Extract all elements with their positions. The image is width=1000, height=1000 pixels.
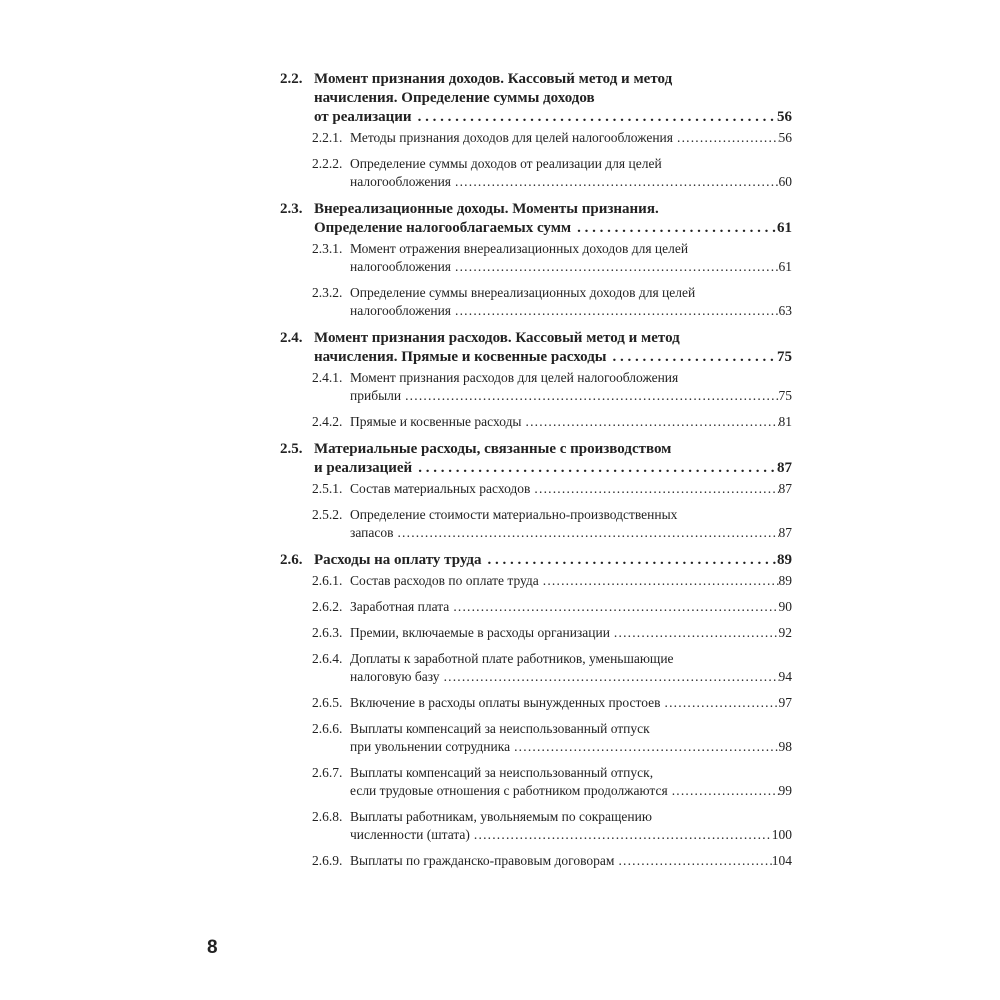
section-page-number: 75 bbox=[777, 349, 792, 365]
subsection-title-line: Момент признания расходов для целей налогообложения bbox=[350, 370, 679, 385]
section-number: 2.4. bbox=[280, 330, 303, 346]
subsection-title-line: Выплаты работникам, увольняемым по сокращению bbox=[350, 809, 652, 824]
subsection-title bbox=[350, 480, 792, 498]
subsection-title bbox=[350, 624, 792, 642]
section-title-line: начисления. Прямые и косвенные расходы bbox=[314, 349, 607, 365]
dot-leader bbox=[393, 524, 778, 542]
subsection-title-last-line bbox=[350, 572, 792, 590]
subsection-title-line: Выплаты компенсаций за неиспользованный отпуск bbox=[350, 721, 650, 736]
subsection-number: 2.6.7. bbox=[312, 765, 343, 780]
subsection-page-number: 61 bbox=[778, 259, 792, 274]
section-page-number: 61 bbox=[777, 220, 792, 236]
subsection-page-number: 92 bbox=[778, 625, 792, 640]
section-number: 2.6. bbox=[280, 552, 303, 568]
dot-leader bbox=[401, 387, 778, 405]
toc-section bbox=[280, 70, 792, 191]
subsection-number: 2.6.8. bbox=[312, 809, 343, 824]
subsection-page-number: 97 bbox=[778, 695, 792, 710]
subsection-title-line: Выплаты по гражданско-правовым договорам bbox=[350, 853, 615, 868]
subsection-title-line: Выплаты компенсаций за неиспользованный отпуск, bbox=[350, 765, 654, 780]
section-heading bbox=[280, 70, 792, 127]
subsection-title-last-line bbox=[350, 480, 792, 498]
section-title bbox=[314, 329, 792, 367]
toc-subsection bbox=[280, 764, 792, 800]
subsection-number: 2.5.2. bbox=[312, 507, 343, 522]
section-title-line: начисления. Определение суммы доходов bbox=[314, 90, 595, 106]
toc-subsection bbox=[280, 480, 792, 498]
subsection-page-number: 81 bbox=[778, 414, 792, 429]
subsection-page-number: 75 bbox=[778, 388, 792, 403]
subsection-title-last-line bbox=[350, 173, 792, 191]
subsection-title bbox=[350, 129, 792, 147]
subsection-title-last-line bbox=[350, 668, 792, 686]
subsection-title bbox=[350, 852, 792, 870]
subsection-title-last-line bbox=[350, 782, 792, 800]
section-title bbox=[314, 440, 792, 478]
dot-leader bbox=[440, 668, 779, 686]
subsection-title-line: Определение суммы доходов от реализации для целей bbox=[350, 156, 662, 171]
subsection-title bbox=[350, 506, 792, 542]
dot-leader bbox=[451, 258, 778, 276]
dot-leader bbox=[610, 624, 779, 642]
subsection-title-line: Определение суммы внереализационных доходов для целей bbox=[350, 285, 696, 300]
subsection-page-number: 89 bbox=[778, 573, 792, 588]
subsection-number: 2.2.2. bbox=[312, 156, 343, 171]
section-title bbox=[314, 551, 792, 570]
section-title-line: от реализации bbox=[314, 109, 412, 125]
subsection-number: 2.6.1. bbox=[312, 573, 343, 588]
dot-leader bbox=[510, 738, 778, 756]
toc-subsection bbox=[280, 650, 792, 686]
toc-subsection bbox=[280, 413, 792, 431]
section-title-line: Момент признания расходов. Кассовый метод и метод bbox=[314, 330, 680, 346]
subsection-title-line: Состав расходов по оплате труда bbox=[350, 573, 539, 588]
subsection-title bbox=[350, 808, 792, 844]
subsection-title-last-line bbox=[350, 387, 792, 405]
subsection-title bbox=[350, 240, 792, 276]
subsection-title-line: Прямые и косвенные расходы bbox=[350, 414, 522, 429]
toc-subsection bbox=[280, 852, 792, 870]
section-title-last-line bbox=[314, 459, 792, 478]
section-page-number: 89 bbox=[777, 552, 792, 568]
subsection-title-line: налоговую базу bbox=[350, 669, 440, 684]
subsection-title-last-line bbox=[350, 738, 792, 756]
subsection-number: 2.4.2. bbox=[312, 414, 343, 429]
subsection-title-line: Момент отражения внереализационных доходов для целей bbox=[350, 241, 689, 256]
subsection-page-number: 100 bbox=[771, 827, 792, 842]
toc-subsection bbox=[280, 572, 792, 590]
subsection-title bbox=[350, 694, 792, 712]
subsection-title bbox=[350, 572, 792, 590]
subsection-title bbox=[350, 720, 792, 756]
subsection-title-last-line bbox=[350, 598, 792, 616]
dot-leader bbox=[451, 173, 778, 191]
section-number: 2.3. bbox=[280, 201, 303, 217]
subsection-number: 2.6.3. bbox=[312, 625, 343, 640]
subsection-title-last-line bbox=[350, 826, 792, 844]
toc-subsection bbox=[280, 240, 792, 276]
subsection-number: 2.6.4. bbox=[312, 651, 343, 666]
section-title-line: Расходы на оплату труда bbox=[314, 552, 482, 568]
subsection-title-last-line bbox=[350, 129, 792, 147]
section-page-number: 87 bbox=[777, 460, 792, 476]
subsection-number: 2.6.6. bbox=[312, 721, 343, 736]
subsection-title-last-line bbox=[350, 413, 792, 431]
subsection-title-last-line bbox=[350, 302, 792, 320]
section-title bbox=[314, 70, 792, 127]
toc-subsection bbox=[280, 694, 792, 712]
section-title-last-line bbox=[314, 348, 792, 367]
toc-subsection bbox=[280, 720, 792, 756]
subsection-title-line: при увольнении сотрудника bbox=[350, 739, 511, 754]
section-number: 2.2. bbox=[280, 71, 303, 87]
subsection-title-line: Методы признания доходов для целей налогообложения bbox=[350, 130, 673, 145]
section-title-line: Материальные расходы, связанные с производством bbox=[314, 441, 672, 457]
dot-leader bbox=[412, 459, 777, 478]
toc-subsection bbox=[280, 506, 792, 542]
toc-section bbox=[280, 551, 792, 870]
subsection-title-line: Премии, включаемые в расходы организации bbox=[350, 625, 610, 640]
dot-leader bbox=[571, 219, 777, 238]
page-number: 8 bbox=[207, 937, 218, 958]
section-title-line: Определение налогооблагаемых сумм bbox=[314, 220, 572, 236]
dot-leader bbox=[482, 551, 778, 570]
subsection-title-line: Заработная плата bbox=[350, 599, 450, 614]
subsection-title-last-line bbox=[350, 258, 792, 276]
dot-leader bbox=[668, 782, 779, 800]
dot-leader bbox=[522, 413, 779, 431]
subsection-page-number: 56 bbox=[778, 130, 792, 145]
section-title bbox=[314, 200, 792, 238]
subsection-title-line: налогообложения bbox=[350, 259, 452, 274]
subsection-title-line: Определение стоимости материально-производственных bbox=[350, 507, 678, 522]
subsection-number: 2.6.5. bbox=[312, 695, 343, 710]
toc-subsection bbox=[280, 284, 792, 320]
table-of-contents bbox=[280, 70, 792, 879]
section-heading bbox=[280, 329, 792, 367]
subsection-title bbox=[350, 155, 792, 191]
subsection-title bbox=[350, 413, 792, 431]
dot-leader bbox=[530, 480, 778, 498]
subsection-title-line: Доплаты к заработной плате работников, уменьшающие bbox=[350, 651, 674, 666]
dot-leader bbox=[614, 852, 771, 870]
subsection-number: 2.5.1. bbox=[312, 481, 343, 496]
subsection-page-number: 104 bbox=[771, 853, 792, 868]
subsection-number: 2.3.1. bbox=[312, 241, 343, 256]
dot-leader bbox=[451, 302, 778, 320]
toc-subsection bbox=[280, 129, 792, 147]
subsection-title-last-line bbox=[350, 624, 792, 642]
subsection-title-last-line bbox=[350, 524, 792, 542]
subsection-title-line: Состав материальных расходов bbox=[350, 481, 531, 496]
section-heading bbox=[280, 551, 792, 570]
section-page-number: 56 bbox=[777, 109, 792, 125]
dot-leader bbox=[412, 108, 777, 127]
subsection-page-number: 63 bbox=[778, 303, 792, 318]
section-title-line: Внереализационные доходы. Моменты признания. bbox=[314, 201, 659, 217]
subsection-title-line: Включение в расходы оплаты вынужденных простоев bbox=[350, 695, 661, 710]
toc-section bbox=[280, 329, 792, 431]
subsection-title-line: если трудовые отношения с работником продолжаются bbox=[350, 783, 668, 798]
toc-subsection bbox=[280, 808, 792, 844]
section-title-last-line bbox=[314, 219, 792, 238]
dot-leader bbox=[539, 572, 779, 590]
section-title-line: и реализацией bbox=[314, 460, 413, 476]
subsection-title bbox=[350, 650, 792, 686]
subsection-page-number: 99 bbox=[778, 783, 792, 798]
subsection-title-last-line bbox=[350, 694, 792, 712]
subsection-page-number: 87 bbox=[778, 525, 792, 540]
section-title-line: Момент признания доходов. Кассовый метод и метод bbox=[314, 71, 673, 87]
dot-leader bbox=[661, 694, 779, 712]
toc-section bbox=[280, 440, 792, 542]
dot-leader bbox=[607, 348, 778, 367]
toc-subsection bbox=[280, 155, 792, 191]
subsection-page-number: 98 bbox=[778, 739, 792, 754]
dot-leader bbox=[470, 826, 772, 844]
toc-subsection bbox=[280, 624, 792, 642]
subsection-page-number: 94 bbox=[778, 669, 792, 684]
subsection-title bbox=[350, 284, 792, 320]
subsection-title bbox=[350, 598, 792, 616]
subsection-title-line: численности (штата) bbox=[350, 827, 470, 842]
subsection-title-line: налогообложения bbox=[350, 303, 452, 318]
subsection-page-number: 60 bbox=[778, 174, 792, 189]
subsection-title-line: прибыли bbox=[350, 388, 402, 403]
dot-leader bbox=[449, 598, 778, 616]
section-heading bbox=[280, 440, 792, 478]
section-title-last-line bbox=[314, 551, 792, 570]
subsection-number: 2.3.2. bbox=[312, 285, 343, 300]
subsection-number: 2.6.9. bbox=[312, 853, 343, 868]
section-heading bbox=[280, 200, 792, 238]
subsection-title-line: налогообложения bbox=[350, 174, 452, 189]
dot-leader bbox=[673, 129, 779, 147]
subsection-title-last-line bbox=[350, 852, 792, 870]
section-title-last-line bbox=[314, 108, 792, 127]
subsection-title-line: запасов bbox=[350, 525, 394, 540]
toc-subsection bbox=[280, 598, 792, 616]
subsection-number: 2.4.1. bbox=[312, 370, 343, 385]
subsection-page-number: 90 bbox=[778, 599, 792, 614]
toc-section bbox=[280, 200, 792, 320]
subsection-number: 2.2.1. bbox=[312, 130, 343, 145]
subsection-title bbox=[350, 369, 792, 405]
subsection-number: 2.6.2. bbox=[312, 599, 343, 614]
subsection-title bbox=[350, 764, 792, 800]
section-number: 2.5. bbox=[280, 441, 303, 457]
toc-subsection bbox=[280, 369, 792, 405]
subsection-page-number: 87 bbox=[778, 481, 792, 496]
